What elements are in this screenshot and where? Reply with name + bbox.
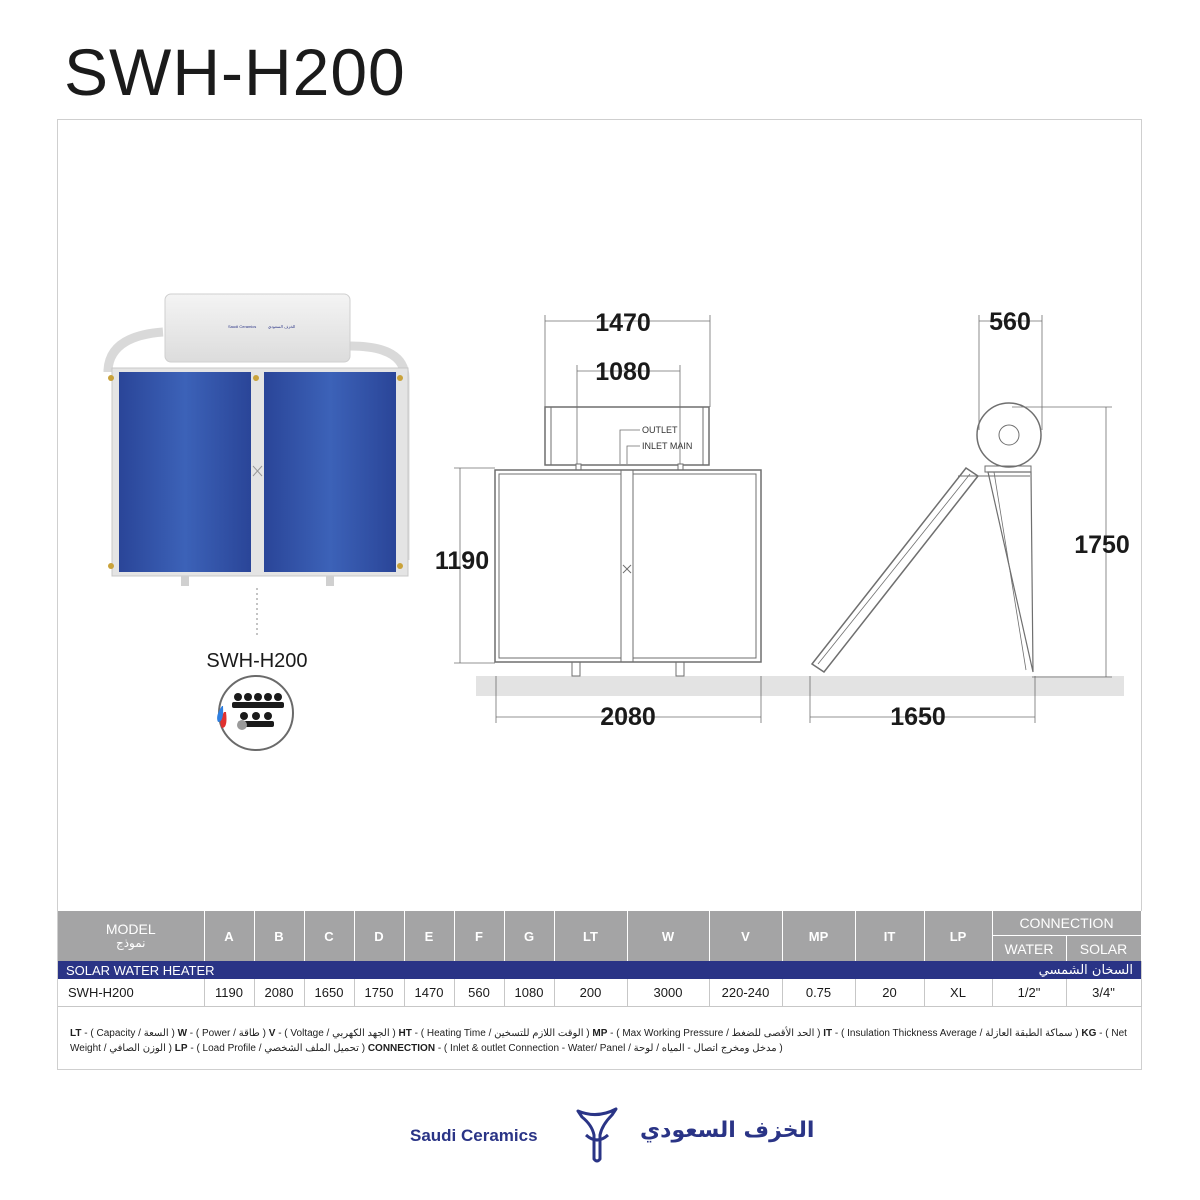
- cell-g: 1080: [504, 979, 554, 1007]
- header-v: V: [709, 911, 782, 961]
- legend-it: IT - ( Insulation Thickness Average / سماكة الطبقة العازلة ): [823, 1028, 1082, 1039]
- header-model: [58, 911, 204, 961]
- table-row: [58, 979, 1141, 1007]
- dim-depth: 1650: [890, 703, 946, 731]
- tank-brand-ar: الخزف السعودي: [268, 324, 296, 329]
- header-solar: SOLAR: [1066, 936, 1141, 962]
- header-b: B: [254, 911, 304, 961]
- dim-total-width: 2080: [600, 703, 656, 731]
- header-e: E: [404, 911, 454, 961]
- side-elevation: [812, 403, 1041, 672]
- legend-v: V - ( Voltage / الجهد الكهربي ): [268, 1028, 399, 1039]
- dim-tank-inner: 1080: [595, 358, 651, 386]
- header-lp: LP: [924, 911, 992, 961]
- model-label: SWH-H200: [206, 650, 308, 672]
- legend-connection: CONNECTION - ( Inlet & outlet Connection - Water/ Panel / مدخل ومخرج اتصال - المياه / لوحة ): [367, 1043, 783, 1054]
- cell-f: 560: [454, 979, 504, 1007]
- legend-kg: KG - ( Net Weight / الوزن الصافي ): [70, 1028, 1127, 1054]
- header-model-ar: نموذج: [115, 936, 146, 950]
- category-label-ar: السخان الشمسي: [554, 961, 1141, 979]
- footer-brand-ar: الخزف السعودي: [640, 1118, 815, 1143]
- cell-it: 20: [855, 979, 924, 1007]
- category-label: SOLAR WATER HEATER: [58, 961, 554, 979]
- header-w: W: [627, 911, 709, 961]
- cell-model: SWH-H200: [58, 979, 204, 1007]
- cell-d: 1750: [354, 979, 404, 1007]
- cell-w: 3000: [627, 979, 709, 1007]
- header-water: WATER: [992, 936, 1066, 962]
- header-g: G: [504, 911, 554, 961]
- header-d: D: [354, 911, 404, 961]
- cell-b: 2080: [254, 979, 304, 1007]
- legend-lp: LP - ( Load Profile / تحميل الملف الشخصي ): [174, 1043, 368, 1054]
- cell-water: 1/2": [992, 979, 1066, 1007]
- legend-ht: HT - ( Heating Time / الوقت اللازم للتسخين ): [398, 1028, 593, 1039]
- header-connection: CONNECTION: [992, 911, 1141, 936]
- solar-panel-right: [264, 372, 396, 572]
- header-c: C: [304, 911, 354, 961]
- saudi-ceramics-logo-icon: [572, 1105, 622, 1167]
- footer-brand-en: Saudi Ceramics: [410, 1126, 538, 1145]
- header-f: F: [454, 911, 504, 961]
- legend-w: W - ( Power / طاقة ): [177, 1028, 269, 1039]
- header-it: IT: [855, 911, 924, 961]
- page-title: SWH-H200: [64, 35, 406, 109]
- cell-e: 1470: [404, 979, 454, 1007]
- side-dimension-lines: [810, 315, 1112, 723]
- header-lt: LT: [554, 911, 627, 961]
- outlet-label: OUTLET: [642, 425, 678, 435]
- cell-mp: 0.75: [782, 979, 855, 1007]
- dim-total-height: 1750: [1074, 531, 1130, 559]
- dim-panel-height: 1190: [434, 547, 490, 575]
- cell-lp: XL: [924, 979, 992, 1007]
- header-a: A: [204, 911, 254, 961]
- tank-brand-en: Saudi Ceramics: [228, 324, 257, 329]
- spec-table: [58, 911, 1142, 1007]
- legend-mp: MP - ( Max Working Pressure / الحد الأقصى للضغط ): [592, 1028, 824, 1039]
- dim-tank-diameter: 560: [989, 308, 1031, 336]
- solar-panel-left: [119, 372, 251, 572]
- dim-tank-outer: 1470: [595, 309, 651, 337]
- tank-body: [165, 294, 350, 362]
- capacity-persons-icon: [217, 676, 293, 750]
- product-illustration: [108, 294, 408, 636]
- cell-c: 1650: [304, 979, 354, 1007]
- cell-v: 220-240: [709, 979, 782, 1007]
- header-model-en: MODEL: [105, 921, 156, 937]
- legend-lt: LT - ( Capacity / السعة ): [70, 1028, 178, 1039]
- cell-a: 1190: [204, 979, 254, 1007]
- abbreviation-legend: [70, 1026, 1132, 1056]
- category-row: [58, 961, 1141, 979]
- cell-lt: 200: [554, 979, 627, 1007]
- header-mp: MP: [782, 911, 855, 961]
- cell-solar: 3/4": [1066, 979, 1141, 1007]
- inlet-main-label: INLET MAIN: [642, 441, 693, 451]
